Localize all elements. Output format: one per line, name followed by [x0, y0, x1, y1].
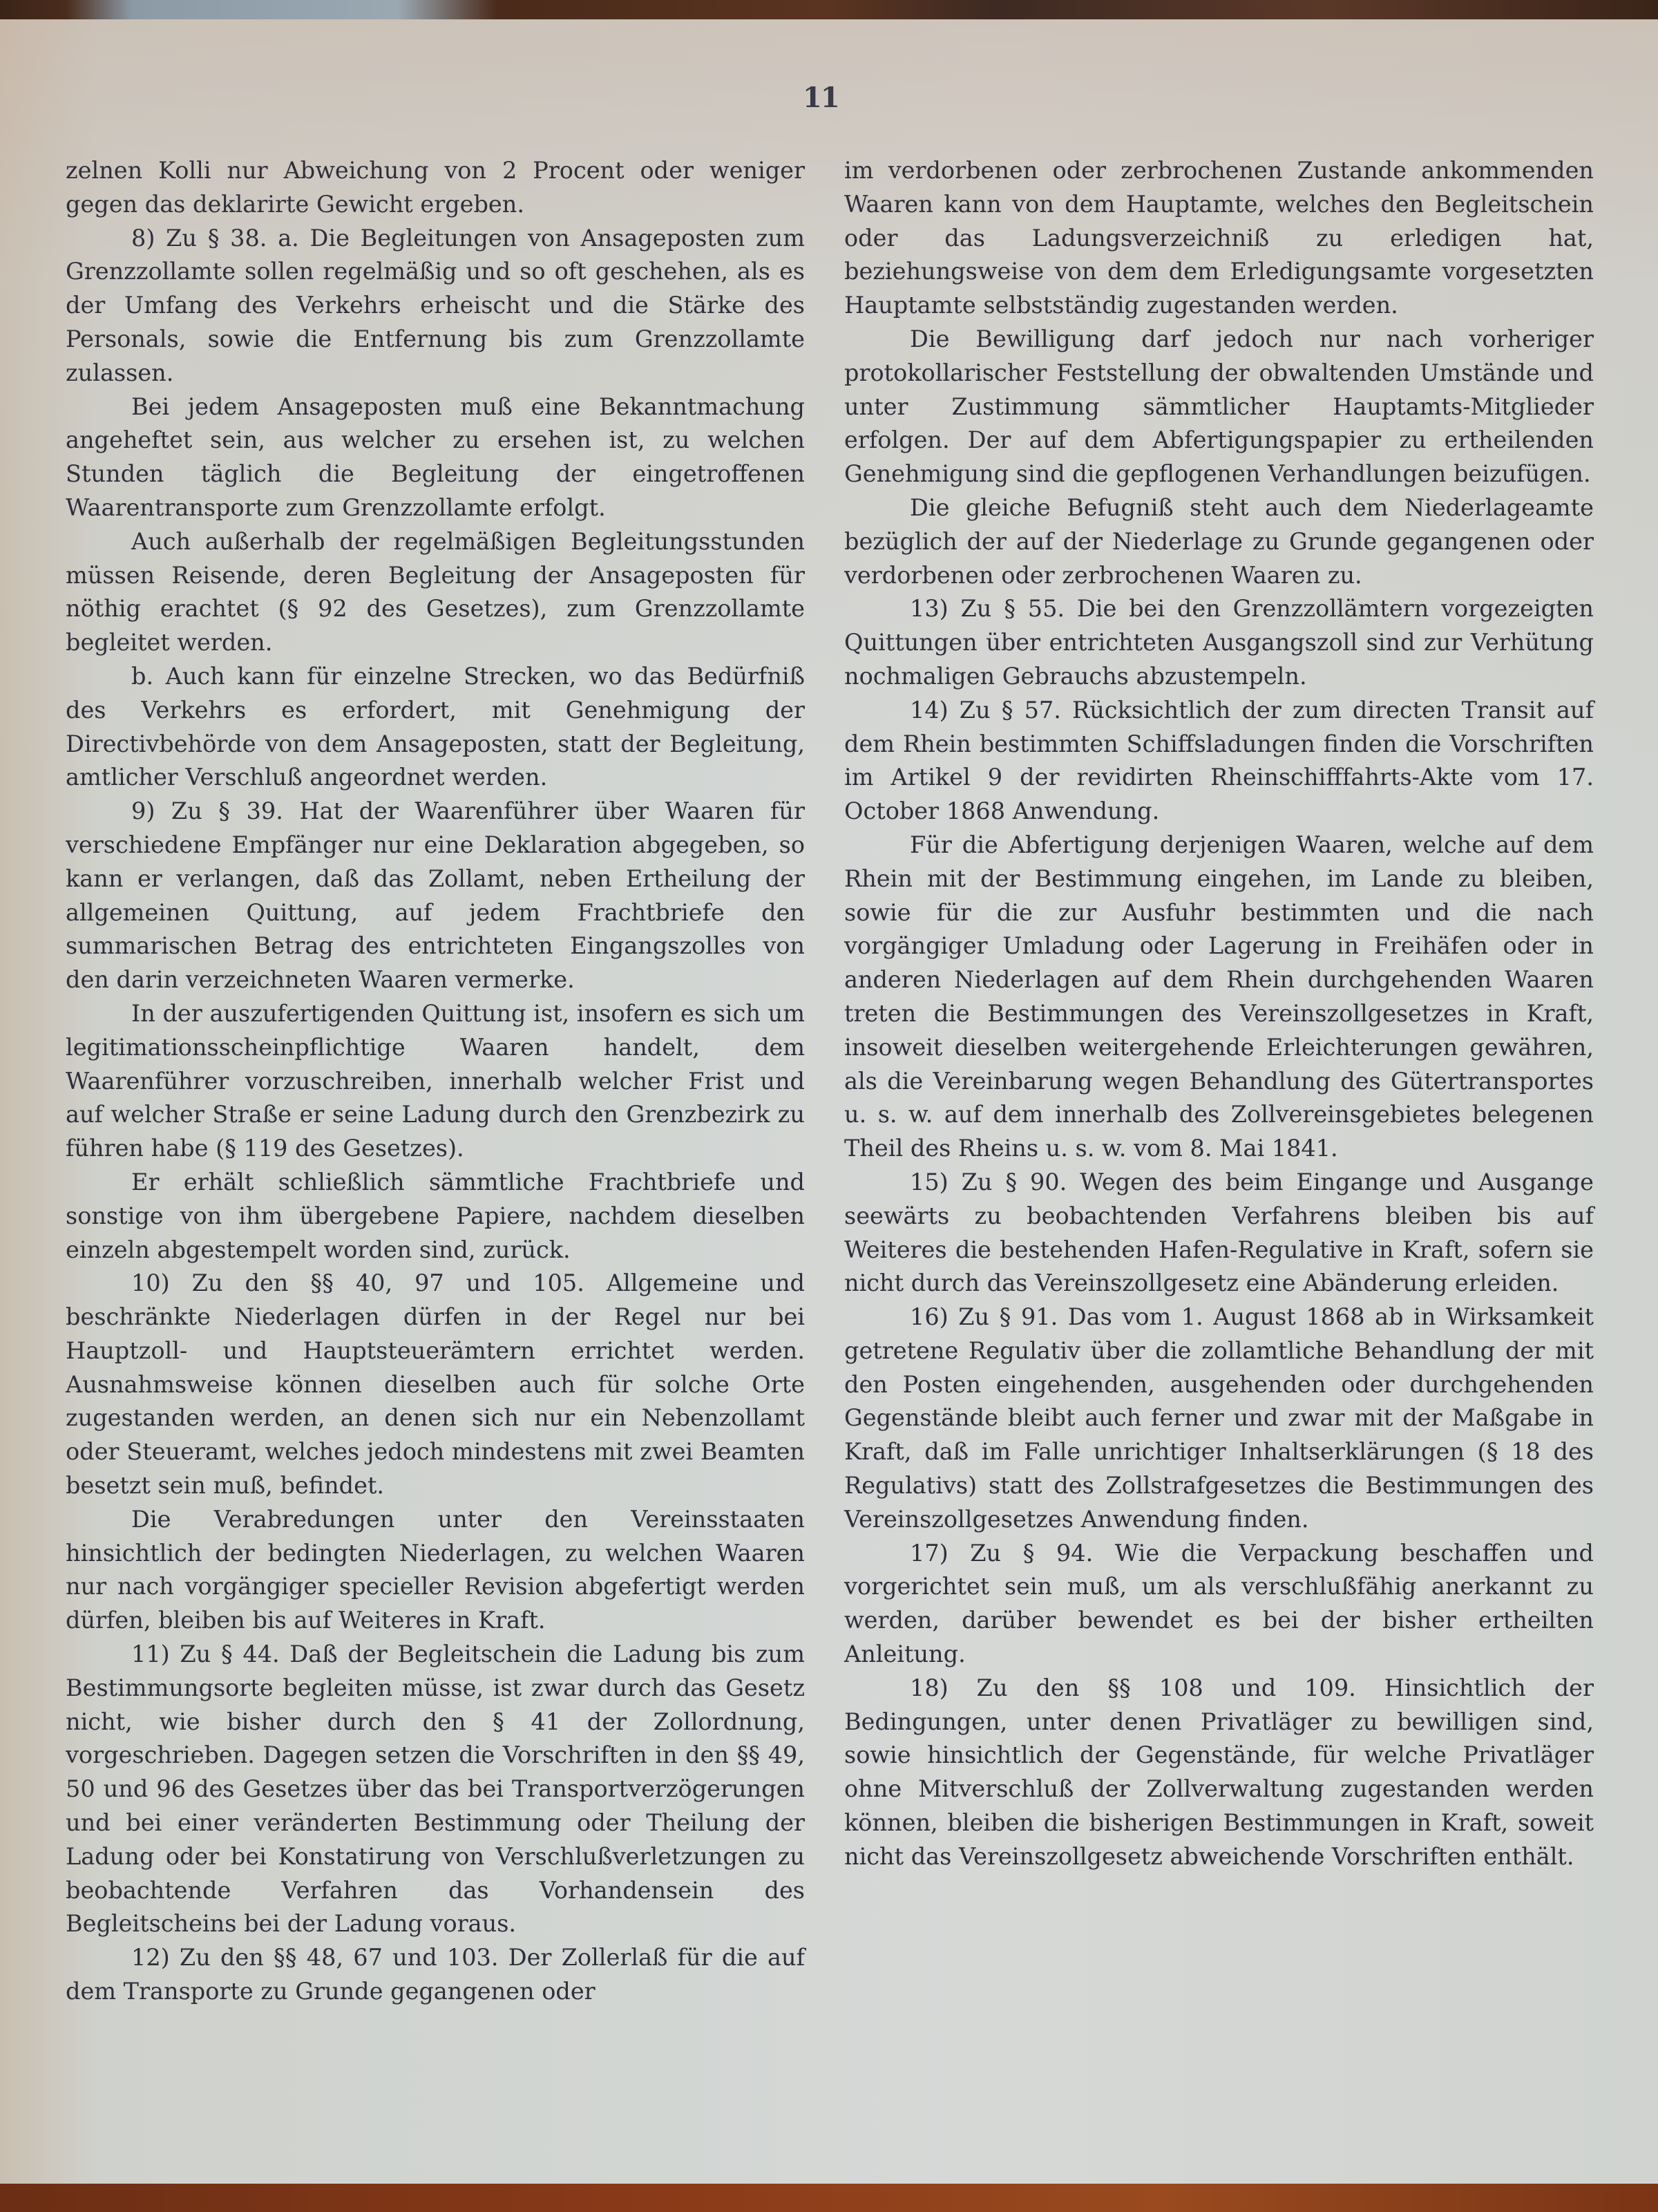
- paragraph: Für die Abfertigung derjenigen Waaren, welche auf dem Rhein mit der Bestimmung eingehen, im Lande zu bleiben, sowie für die zur Ausfuhr bestimmten und die nach vorgängiger Umladung oder Lagerung in Freihäfen oder in anderen Niederlagen auf dem Rhein durchgehenden Waaren treten die Bestimmungen des Vereinszollgesetzes in Kraft, insoweit dieselben weitergehende Erleichterungen gewähren, als die Vereinbarung wegen Behandlung des Gütertransportes u. s. w. auf dem innerhalb des Zollvereinsgebietes belegenen Theil des Rheins u. s. w. vom 8. Mai 1841.: [844, 831, 1594, 1162]
- paragraph: Er erhält schließlich sämmtliche Frachtbriefe und sonstige von ihm übergebene Papiere, nachdem dieselben einzeln abgestempelt worden sind, zurück.: [66, 1168, 805, 1263]
- paragraph-section-11: 11) Zu § 44. Daß der Begleitschein die Ladung bis zum Bestimmungsorte begleiten müsse, ist zwar durch das Gesetz nicht, wie bisher durch den § 41 der Zollordnung, vorgeschrieben. Dagegen setzen die Vorschriften in den §§ 49, 50 und 96 des Gesetzes über das bei Transportverzögerungen und bei einer veränderten Bestimmung oder Theilung der Ladung oder bei Konstatirung von Verschlußverletzungen zu beobachtende Verfahren das Vorhandensein des Begleitscheins bei der Ladung voraus.: [66, 1641, 805, 1938]
- paragraph: b. Auch kann für einzelne Strecken, wo das Bedürfniß des Verkehrs es erfordert, mit Genehmigung der Directivbehörde von dem Ansageposten, statt der Begleitung, amtlicher Verschluß angeordnet werden.: [66, 662, 805, 791]
- paragraph: Die Verabredungen unter den Vereinsstaaten hinsichtlich der bedingten Niederlagen, zu welchen Waaren nur nach vorgängiger specieller Revision abgefertigt werden dürfen, bleiben bis auf Weiteres in Kraft.: [66, 1505, 805, 1634]
- page-number: 11: [803, 82, 839, 114]
- paragraph-section-15: 15) Zu § 90. Wegen des beim Eingange und Ausgange seewärts zu beobachtenden Verfahrens bleiben bis auf Weiteres die bestehenden Hafen-Regulative in Kraft, sofern sie nicht durch das Vereinszollgesetz eine Abänderung erleiden.: [844, 1168, 1594, 1297]
- document-page: [0, 19, 1658, 2184]
- paragraph-section-14: 14) Zu § 57. Rücksichtlich der zum directen Transit auf dem Rhein bestimmten Schiffsladungen finden die Vorschriften im Artikel 9 der revidirten Rheinschifffahrts-Akte vom 17. October 1868 Anwendung.: [844, 696, 1594, 825]
- paragraph: zelnen Kolli nur Abweichung von 2 Procent oder weniger gegen das deklarirte Gewicht ergeben.: [66, 157, 805, 218]
- paragraph-section-13: 13) Zu § 55. Die bei den Grenzzollämtern vorgezeigten Quittungen über entrichteten Ausgangszoll sind zur Verhütung nochmaligen Gebrauchs abzustempeln.: [844, 595, 1594, 690]
- paragraph: im verdorbenen oder zerbrochenen Zustande ankommenden Waaren kann von dem Hauptamte, welches den Begleitschein oder das Ladungsverzeichniß zu erledigen hat, beziehungsweise von dem dem Erledigungsamte vorgesetzten Hauptamte selbstständig zugestanden werden.: [844, 157, 1594, 319]
- paragraph: Die Bewilligung darf jedoch nur nach vorheriger protokollarischer Feststellung der obwaltenden Umstände und unter Zustimmung sämmtlicher Hauptamts-Mitglieder erfolgen. Der auf dem Abfertigungspapier zu ertheilenden Genehmigung sind die gepflogenen Verhandlungen beizufügen.: [844, 325, 1594, 488]
- paragraph-section-18: 18) Zu den §§ 108 und 109. Hinsichtlich der Bedingungen, unter denen Privatläger zu bewilligen sind, sowie hinsichtlich der Gegenstände, für welche Privatläger ohne Mitverschluß der Zollverwaltung zugestanden werden können, bleiben die bisherigen Bestimmungen in Kraft, soweit nicht das Vereinszollgesetz abweichende Vorschriften enthält.: [844, 1674, 1594, 1870]
- scan-background-top: [0, 0, 1658, 21]
- paragraph: In der auszufertigenden Quittung ist, insofern es sich um legitimationsscheinpflichtige Waaren handelt, dem Waarenführer vorzuschreiben, innerhalb welcher Frist und auf welcher Straße er seine Ladung durch den Grenzbezirk zu führen habe (§ 119 des Gesetzes).: [66, 999, 805, 1162]
- paragraph: Die gleiche Befugniß steht auch dem Niederlageamte bezüglich der auf der Niederlage zu Grunde gegangenen oder verdorbenen oder zerbrochenen Waaren zu.: [844, 493, 1594, 589]
- paragraph-section-9: 9) Zu § 39. Hat der Waarenführer über Waaren für verschiedene Empfänger nur eine Deklaration abgegeben, so kann er verlangen, daß das Zollamt, neben Ertheilung der allgemeinen Quittung, auf jedem Frachtbriefe den summarischen Betrag des entrichteten Eingangszolles von den darin verzeichneten Waaren vermerke.: [66, 797, 805, 994]
- paragraph: Auch außerhalb der regelmäßigen Begleitungsstunden müssen Reisende, deren Begleitung der Ansageposten für nöthig erachtet (§ 92 des Gesetzes), zum Grenzzollamte begleitet werden.: [66, 527, 805, 656]
- paragraph-section-16: 16) Zu § 91. Das vom 1. August 1868 ab in Wirksamkeit getretene Regulativ über die zollamtliche Behandlung der mit den Posten eingehenden, ausgehenden oder durchgehenden Gegenstände bleibt auch ferner und zwar mit der Maßgabe in Kraft, daß im Falle unrichtiger Inhaltserklärungen (§ 18 des Regulativs) statt des Zollstrafgesetzes die Bestimmungen des Vereinszollgesetzes Anwendung finden.: [844, 1303, 1594, 1533]
- paragraph-section-12: 12) Zu den §§ 48, 67 und 103. Der Zollerlaß für die auf dem Transporte zu Grunde gegangenen oder: [66, 1944, 805, 2005]
- right-column: [844, 154, 1594, 1874]
- left-column: [66, 154, 805, 2009]
- paragraph-section-10: 10) Zu den §§ 40, 97 und 105. Allgemeine und beschränkte Niederlagen dürfen in der Regel nur bei Hauptzoll- und Hauptsteuerämtern errichtet werden. Ausnahmsweise können dieselben auch für solche Orte zugestanden werden, an denen sich nur ein Nebenzollamt oder Steueramt, welches jedoch mindestens mit zwei Beamten besetzt sein muß, befindet.: [66, 1269, 805, 1500]
- paragraph: Bei jedem Ansageposten muß eine Bekanntmachung angeheftet sein, aus welcher zu ersehen ist, zu welchen Stunden täglich die Begleitung der eingetroffenen Waarentransporte zum Grenzzollamte erfolgt.: [66, 393, 805, 521]
- paragraph-section-8: 8) Zu § 38. a. Die Begleitungen von Ansageposten zum Grenzzollamte sollen regelmäßig und so oft geschehen, als es der Umfang des Verkehrs erheischt und die Stärke des Personals, sowie die Entfernung bis zum Grenzzollamte zulassen.: [66, 224, 805, 386]
- scan-background-bottom: [0, 2184, 1658, 2212]
- paragraph-section-17: 17) Zu § 94. Wie die Verpackung beschaffen und vorgerichtet sein muß, um als verschlußfähig anerkannt zu werden, darüber bewendet es bei der bisher ertheilten Anleitung.: [844, 1539, 1594, 1668]
